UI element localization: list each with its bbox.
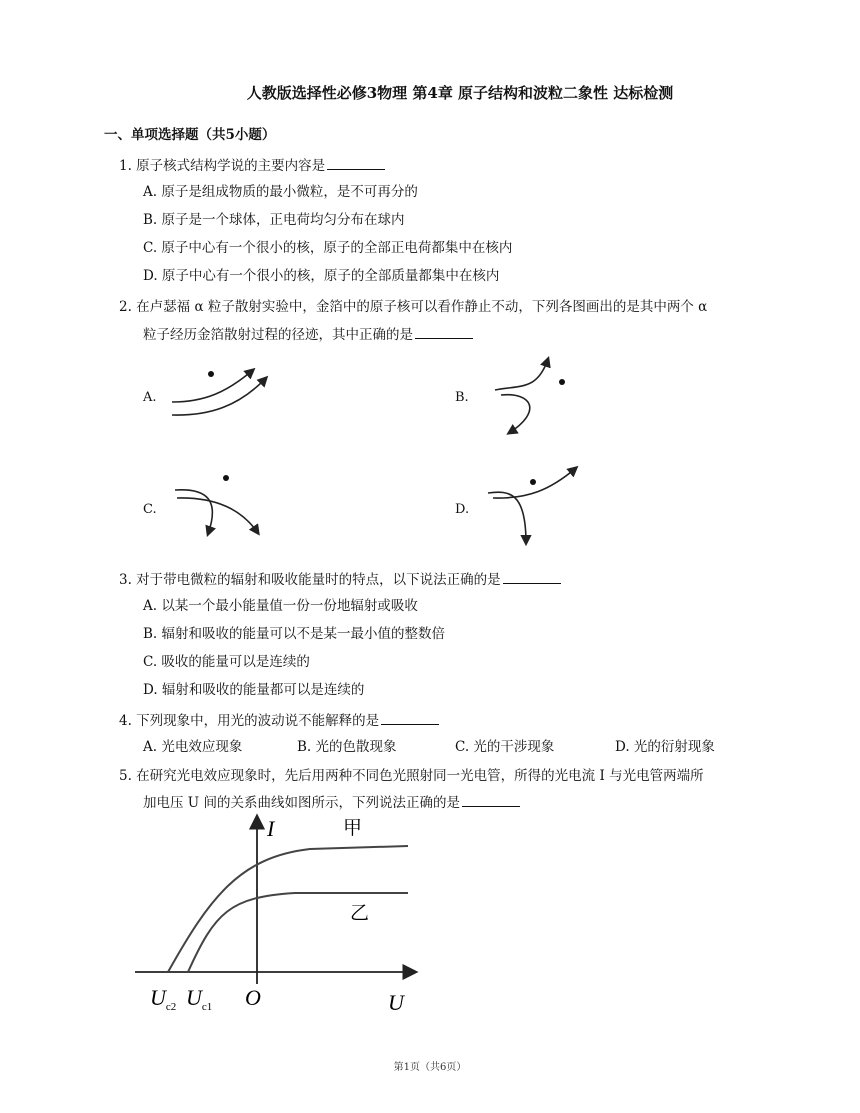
curve-yi: [188, 893, 408, 972]
question-4-option-d[interactable]: D. 光的衍射现象: [615, 739, 715, 755]
u-axis-label: U: [388, 990, 404, 1015]
question-4-option-c[interactable]: C. 光的干涉现象: [455, 739, 555, 755]
i-axis-label: I: [267, 816, 275, 841]
alpha-track: [488, 492, 526, 543]
question-1-option-b[interactable]: B. 原子是一个球体，正电荷均匀分布在球内: [143, 212, 405, 228]
question-1-option-d[interactable]: D. 原子中心有一个很小的核，原子的全部质量都集中在核内: [143, 268, 500, 284]
curve-jia-label: 甲: [343, 818, 363, 839]
nucleus-dot: [530, 479, 536, 485]
figure-label-b[interactable]: B.: [455, 390, 469, 405]
question-1-option-a[interactable]: A. 原子是组成物质的最小微粒，是不可再分的: [143, 184, 418, 200]
photoelectric-iu-graph: [130, 812, 430, 1022]
question-1-option-c[interactable]: C. 原子中心有一个很小的核，原子的全部正电荷都集中在核内: [143, 240, 513, 256]
answer-blank[interactable]: [381, 712, 439, 725]
alpha-track: [172, 378, 266, 415]
uc1-label: $U_{c1}$: [186, 985, 213, 1013]
section-heading: 一、单项选择题（共5小题）: [104, 127, 276, 143]
nucleus-dot: [208, 371, 214, 377]
question-3-option-a[interactable]: A. 以某一个最小能量值一份一份地辐射或吸收: [143, 598, 418, 614]
trajectory-figure-a: [165, 360, 275, 420]
figure-label-c[interactable]: C.: [143, 502, 157, 517]
question-3-option-c[interactable]: C. 吸收的能量可以是连续的: [143, 654, 310, 670]
uc2-label: $U_{c2}$: [150, 985, 177, 1013]
question-5-stem-line1: 5. 在研究光电效应现象时，先后用两种不同色光照射同一光电管，所得的光电流 I 与光电管两端所: [119, 768, 704, 784]
nucleus-dot: [223, 475, 229, 481]
question-4-option-a[interactable]: A. 光电效应现象: [143, 739, 243, 755]
alpha-track: [495, 359, 548, 390]
page-footer: 第1页（共6页）: [393, 1062, 467, 1073]
question-4-stem: 4. 下列现象中，用光的波动说不能解释的是: [119, 709, 439, 729]
question-1-stem: 1. 原子核式结构学说的主要内容是: [119, 154, 385, 174]
trajectory-figure-d: [488, 465, 583, 550]
curve-yi-label: 乙: [350, 903, 370, 924]
answer-blank[interactable]: [462, 794, 520, 807]
trajectory-figure-c: [172, 470, 267, 540]
nucleus-dot: [559, 379, 565, 385]
alpha-track: [177, 498, 258, 533]
alpha-track: [175, 490, 212, 534]
figure-label-a[interactable]: A.: [143, 390, 157, 405]
origin-label: O: [245, 985, 261, 1010]
question-4-option-b[interactable]: B. 光的色散现象: [297, 739, 397, 755]
curve-jia: [168, 846, 408, 972]
answer-blank[interactable]: [327, 157, 385, 170]
answer-blank[interactable]: [415, 326, 473, 339]
question-3-option-d[interactable]: D. 辐射和吸收的能量都可以是连续的: [143, 682, 365, 698]
figure-label-d[interactable]: D.: [455, 502, 470, 517]
trajectory-figure-b: [495, 357, 585, 442]
answer-blank[interactable]: [503, 571, 561, 584]
question-3-stem: 3. 对于带电微粒的辐射和吸收能量时的特点，以下说法正确的是: [119, 568, 561, 588]
question-2-stem-line1: 2. 在卢瑟福 α 粒子散射实验中，金箔中的原子核可以看作静止不动，下列各图画出的是其中两个 α: [119, 299, 708, 315]
question-2-stem-line2: 粒子经历金箔散射过程的径迹，其中正确的是: [143, 323, 473, 343]
question-3-option-b[interactable]: B. 辐射和吸收的能量可以不是某一最小值的整数倍: [143, 626, 446, 642]
question-5-stem-line2: 加电压 U 间的关系曲线如图所示，下列说法正确的是: [143, 791, 520, 811]
alpha-track: [501, 395, 530, 433]
page-title: 人教版选择性必修3物理 第4章 原子结构和波粒二象性 达标检测: [246, 84, 674, 102]
